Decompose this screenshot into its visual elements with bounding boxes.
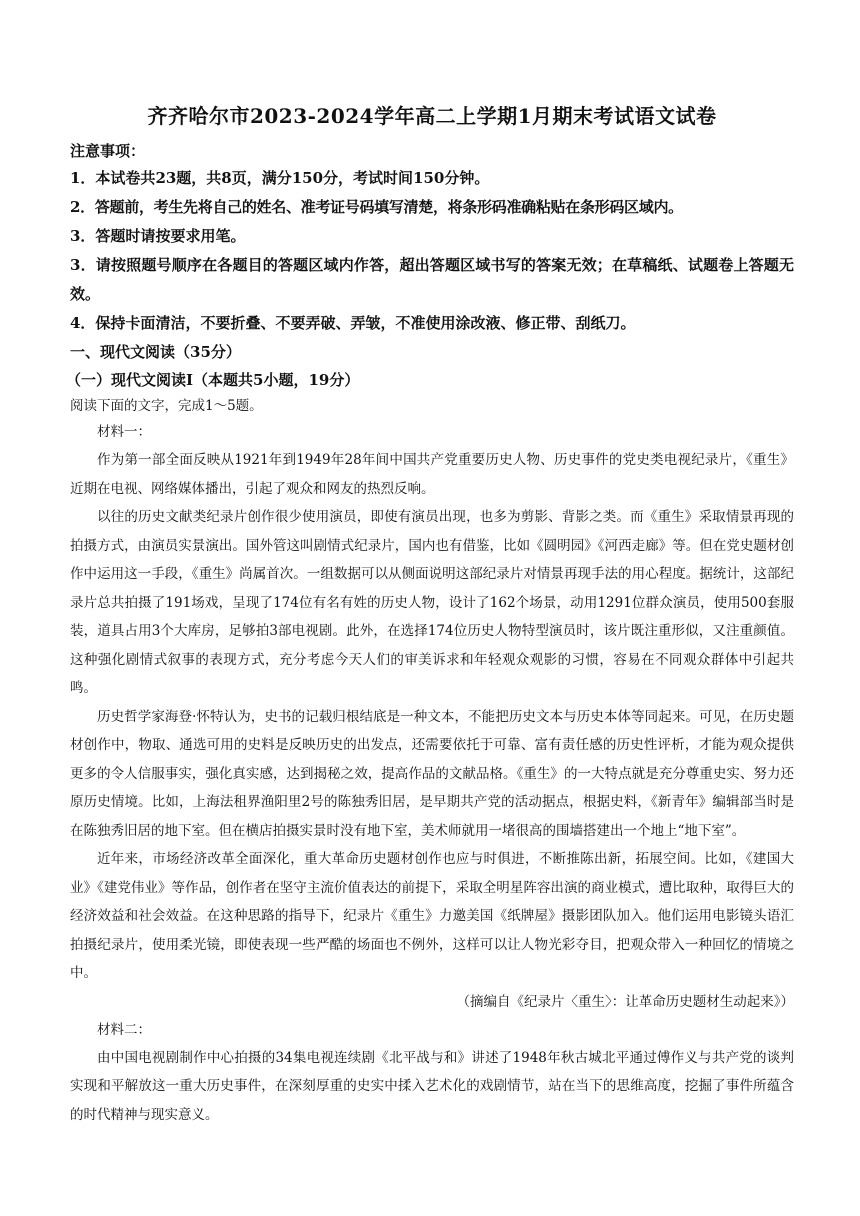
material-paragraph: 历史哲学家海登·怀特认为，史书的记载归根结底是一种文本，不能把历史文本与历史本体等同起来。可见，在历史题材创作中，物取、通选可用的史料是反映历史的出发点，还需要依托于可靠、富有责任感的历史性评析，才能为观众提供更多的令人信服事实，强化真实感，达到揭秘之效，提高作品的文献品格。《重生》的一大特点就是充分尊重史实、努力还原历史情境。比如，上海法租界渔阳里2号的陈独秀旧居，是早期共产党的活动据点，根据史料，《新青年》编辑部当时是在陈独秀旧居的地下室。但在横店拍摄实景时没有地下室，美术师就用一堵很高的围墙搭建出一个地上“地下室”。 [70, 708, 794, 839]
section-heading: 一、现代文阅读（35分） [70, 343, 241, 361]
notice-heading: 注意事项： [70, 142, 146, 160]
notice-item: 4．保持卡面清洁，不要折叠、不要弄破、弄皱，不准使用涂改液、修正带、刮纸刀。 [70, 314, 636, 332]
material-paragraph: 以往的历史文献类纪录片创作很少使用演员，即使有演员出现，也多为剪影、背影之类。而《重生》采取情景再现的拍摄方式，由演员实景演出。国外管这叫剧情式纪录片，国内也有借鉴，比如《圆明园》《河西走廊》等。但在党史题材创作中运用这一手段，《重生》尚属首次。一组数据可以从侧面说明这部纪录片对情景再现手法的用心程度。据统计，这部纪录片总共拍摄了191场戏，呈现了174位有名有姓的历史人物，设计了162个场景，动用1291位群众演员，使用500套服装，道具占用3个大库房，足够拍3部电视剧。此外，在选择174位历史人物特型演员时，该片既注重形似，又注重颜值。这种强化剧情式叙事的表现方式，充分考虑今天人们的审美诉求和年轻观众观影的习惯，容易在不同观众群体中引起共鸣。 [70, 509, 794, 696]
material-source: （摘编自《纪录片〈重生〉：让革命历史题材生动起来》） [456, 993, 794, 1010]
material-label: 材料一： [97, 424, 151, 440]
exam-page [66, 100, 794, 1129]
material-label: 材料二： [97, 1021, 151, 1038]
exam-title: 齐齐哈尔市2023-2024学年高二上学期1月期末考试语文试卷 [147, 104, 717, 128]
material-paragraph: 近年来，市场经济改革全面深化，重大革命历史题材创作也应与时俱进，不断推陈出新，拓展空间。比如，《建国大业》《建党伟业》等作品，创作者在坚守主流价值表达的前提下，采取全明星阵容出演的商业模式，遭比取种，取得巨大的经济效益和社会效益。在这种思路的指导下，纪录片《重生》力邀美国《纸牌屋》摄影团队加入。他们运用电影镜头语汇拍摄纪录片，使用柔光镜，即使表现一些严酷的场面也不例外，这样可以让人物光彩夺目，把观众带入一种回忆的情境之中。 [70, 851, 794, 981]
material-paragraph: 由中国电视剧制作中心拍摄的34集电视连续剧《北平战与和》讲述了1948年秋古城北平通过傅作义与共产党的谈判实现和平解放这一重大历史事件，在深刻厚重的史实中揉入艺术化的戏剧情节，站在当下的思维高度，挖掘了事件所蕴含的时代精神与现实意义。 [70, 1049, 794, 1123]
notice-item: 2．答题前，考生先将自己的姓名、准考证号码填写清楚，将条形码准确粘贴在条形码区域内。 [70, 198, 683, 216]
notice-item: 1．本试卷共23题，共8页，满分150分，考试时间150分钟。 [70, 169, 490, 187]
notice-item: 3．请按照题号顺序在各题目的答题区域内作答，超出答题区域书写的答案无效；在草稿纸、试题卷上答题无效。 [70, 256, 794, 303]
reading-instruction: 阅读下面的文字，完成1～5题。 [70, 398, 263, 414]
subsection-heading: （一）现代文阅读Ⅰ（本题共5小题，19分） [66, 371, 360, 389]
notice-item: 3．答题时请按要求用笔。 [70, 227, 246, 245]
material-paragraph: 作为第一部全面反映从1921年到1949年28年间中国共产党重要历史人物、历史事件的党史类电视纪录片，《重生》近期在电视、网络媒体播出，引起了观众和网友的热烈反响。 [70, 452, 794, 497]
